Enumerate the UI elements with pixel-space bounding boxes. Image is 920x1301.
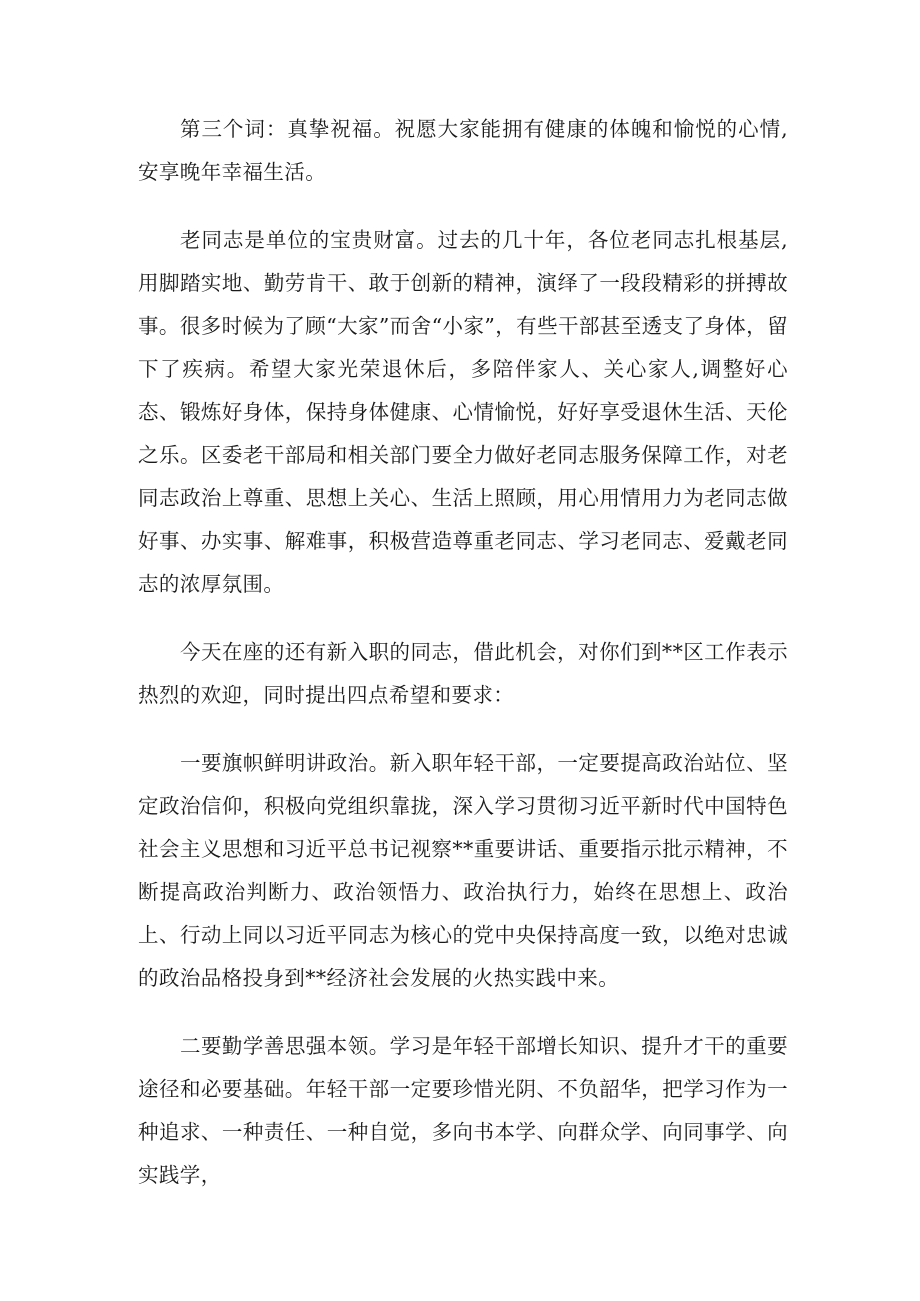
paragraph-third-word: 第三个词：真挚祝福。祝愿大家能拥有健康的体魄和愉悦的心情,安享晚年幸福生活。	[138, 117, 788, 184]
paragraph-requirement-one: 一要旗帜鲜明讲政治。新入职年轻干部，一定要提高政治站位、坚定政治信仰，积极向党组织靠拢，深入学习贯彻习近平新时代中国特色社会主义思想和习近平总书记视察**重要讲话、重要指示批示精神，不断提高政治判断力、政治领悟力、政治执行力，始终在思想上、政治上、行动上同以习近平同志为核心的党中央保持高度一致，以绝对忠诚的政治品格投身到**经济社会发展的火热实践中来。	[138, 751, 788, 990]
paragraph-new-staff-welcome: 今天在座的还有新入职的同志，借此机会，对你们到**区工作表示热烈的欢迎，同时提出四点希望和要求：	[138, 640, 788, 707]
paragraph-requirement-two: 二要勤学善思强本领。学习是年轻干部增长知识、提升才干的重要途径和必要基础。年轻干部一定要珍惜光阴、不负韶华，把学习作为一种追求、一种责任、一种自觉，多向书本学、向群众学、向同事学、向实践学，	[138, 1034, 788, 1187]
document-page	[138, 108, 788, 1197]
paragraph-veteran-comrades: 老同志是单位的宝贵财富。过去的几十年，各位老同志扎根基层,用脚踏实地、勤劳肯干、敢于创新的精神，演绎了一段段精彩的拼搏故事。很多时候为了顾“大家”而舍“小家”，有些干部甚至透支了身体，留下了疾病。希望大家光荣退休后，多陪伴家人、关心家人,调整好心态、锻炼好身体，保持身体健康、心情愉悦，好好享受退休生活、天伦之乐。区委老干部局和相关部门要全力做好老同志服务保障工作，对老同志政治上尊重、思想上关心、生活上照顾，用心用情用力为老同志做好事、办实事、解难事，积极营造尊重老同志、学习老同志、爱戴老同志的浓厚氛围。	[138, 228, 788, 596]
